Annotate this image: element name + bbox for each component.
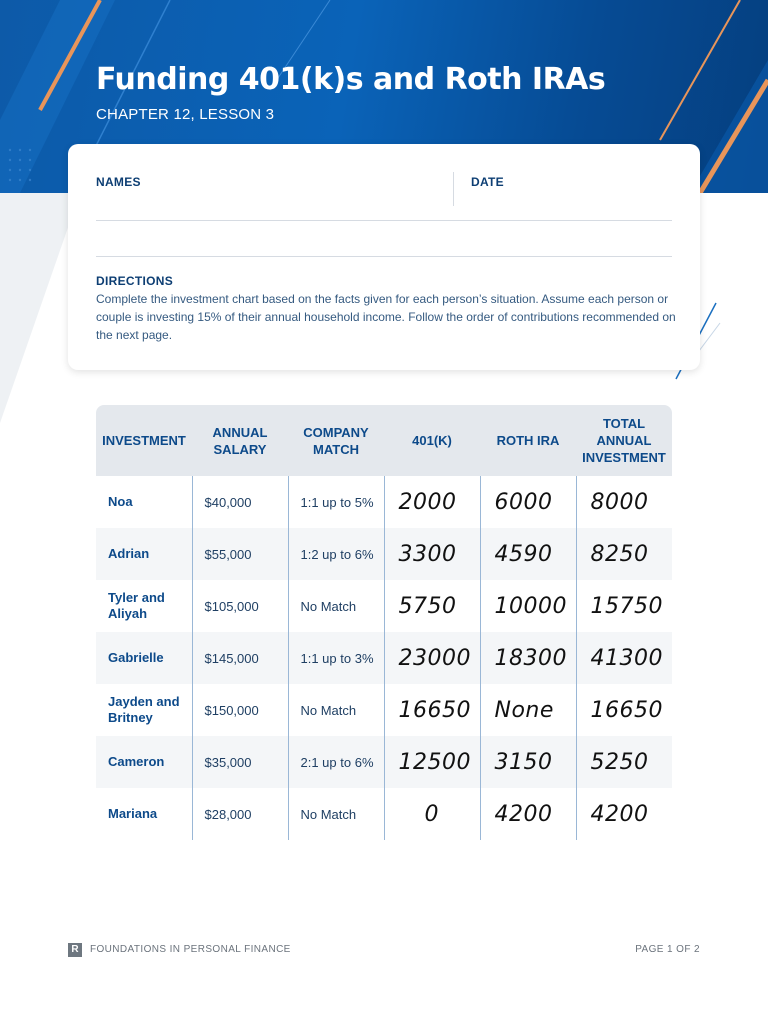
table-row [96,788,672,840]
401k-answer[interactable]: 2000 [384,476,480,528]
header-company-match: COMPANY MATCH [288,405,384,476]
directions-text: Complete the investment chart based on the facts given for each person’s situation. Assume each person or couple is investing 15% of their annual household income. Follow the order of contributions recommended on the next page. [96,292,676,342]
person-name: Noa [108,494,133,509]
person-name: Tyler and Aliyah [108,590,165,621]
table-row [96,736,672,788]
names-date-line[interactable] [96,220,672,221]
annual-salary: $40,000 [192,476,288,528]
student-info-card [68,144,700,370]
annual-salary: $35,000 [192,736,288,788]
roth-ira-answer[interactable]: 18300 [480,632,576,684]
date-label: DATE [471,175,504,189]
roth-ira-answer[interactable]: 4200 [480,788,576,840]
401k-answer[interactable]: 5750 [384,580,480,632]
header-total-annual-investment: TOTAL ANNUAL INVESTMENT [576,405,672,476]
ramsey-logo-icon: R [68,943,82,957]
annual-salary: $28,000 [192,788,288,840]
table-row [96,632,672,684]
total-investment-answer[interactable]: 4200 [576,788,672,840]
roth-ira-answer[interactable]: None [480,684,576,736]
401k-answer[interactable]: 23000 [384,632,480,684]
company-match: No Match [288,684,384,736]
page-number: PAGE 1 OF 2 [635,944,700,955]
page-title: Funding 401(k)s and Roth IRAs [96,62,606,97]
company-match: No Match [288,788,384,840]
company-match: 1:1 up to 5% [288,476,384,528]
person-name: Gabrielle [96,632,192,684]
401k-answer[interactable]: 0 [384,788,480,840]
company-match: No Match [288,580,384,632]
total-investment-answer[interactable]: 41300 [576,632,672,684]
401k-answer[interactable]: 12500 [384,736,480,788]
table-row [96,528,672,580]
company-match: 2:1 up to 6% [288,736,384,788]
roth-ira-answer[interactable]: 6000 [480,476,576,528]
names-label: NAMES [96,175,141,189]
401k-answer[interactable]: 3300 [384,528,480,580]
table-row [96,580,672,632]
course-name: FOUNDATIONS IN PERSONAL FINANCE [90,944,291,955]
roth-ira-answer[interactable]: 4590 [480,528,576,580]
roth-ira-answer[interactable]: 10000 [480,580,576,632]
annual-salary: $105,000 [192,580,288,632]
annual-salary: $145,000 [192,632,288,684]
total-investment-answer[interactable]: 15750 [576,580,672,632]
401k-answer[interactable]: 16650 [384,684,480,736]
total-investment-answer[interactable]: 5250 [576,736,672,788]
field-divider [453,172,454,206]
table-header-row [96,405,672,476]
header-roth-ira: ROTH IRA [480,405,576,476]
person-name: Jayden and Britney [108,694,180,725]
company-match: 1:1 up to 3% [288,632,384,684]
header-annual-salary: ANNUAL SALARY [192,405,288,476]
annual-salary: $150,000 [192,684,288,736]
total-investment-answer[interactable]: 8000 [576,476,672,528]
person-name: Cameron [96,736,192,788]
annual-salary: $55,000 [192,528,288,580]
total-investment-answer[interactable]: 16650 [576,684,672,736]
person-name: Mariana [108,806,158,821]
header-401k: 401(K) [384,405,480,476]
header-investment: INVESTMENT [96,405,192,476]
second-writing-line[interactable] [96,256,672,257]
table-row [96,684,672,736]
total-investment-answer[interactable]: 8250 [576,528,672,580]
company-match: 1:2 up to 6% [288,528,384,580]
chapter-subtitle: CHAPTER 12, LESSON 3 [96,106,275,123]
roth-ira-answer[interactable]: 3150 [480,736,576,788]
directions-label: DIRECTIONS [96,274,174,288]
investment-table [96,405,672,840]
person-name: Adrian [96,528,192,580]
table-row [96,476,672,528]
